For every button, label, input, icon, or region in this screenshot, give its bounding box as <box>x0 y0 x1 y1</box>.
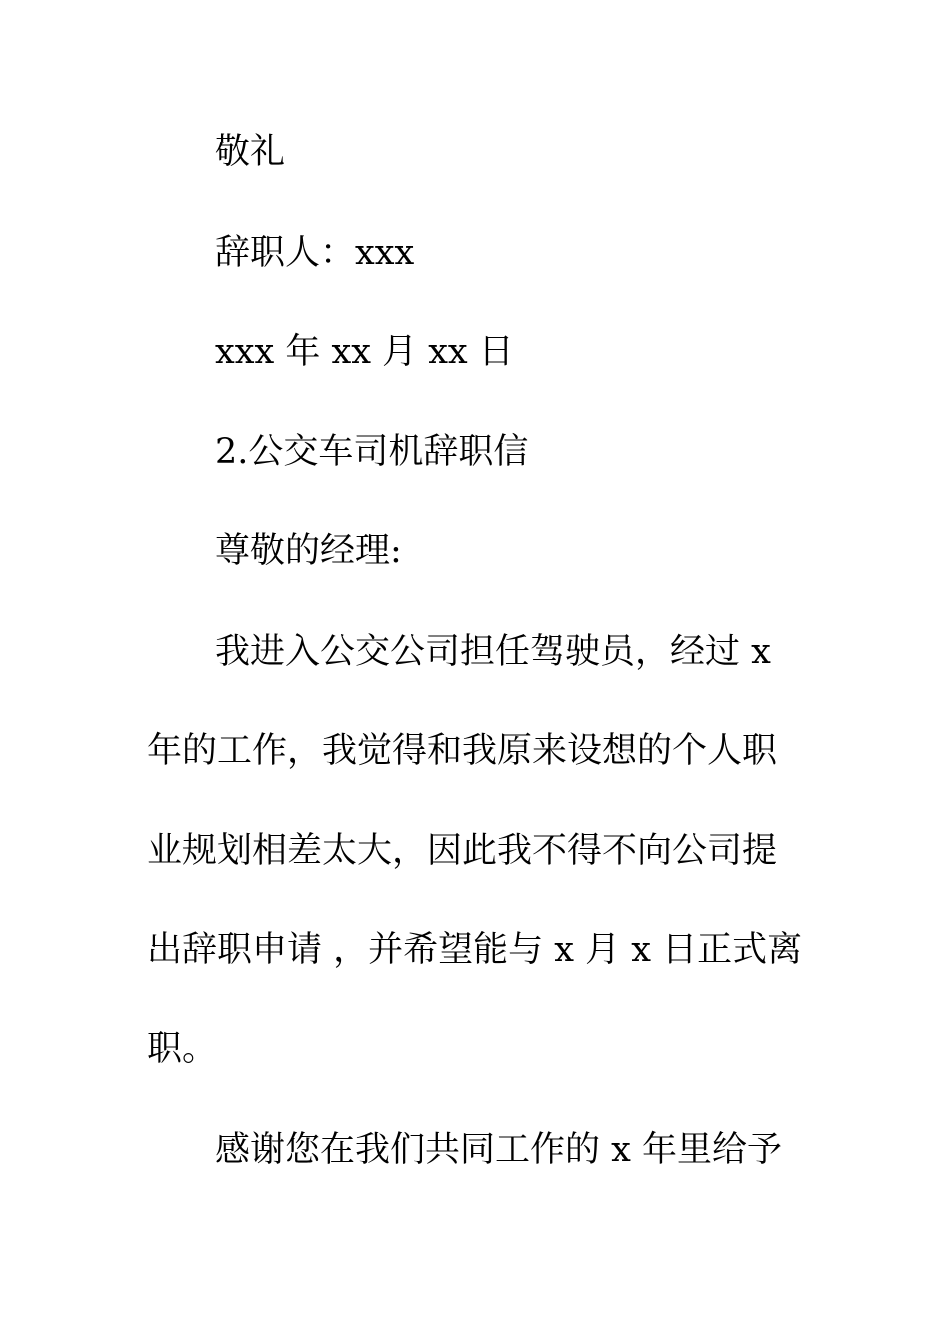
section-heading: 2.公交车司机辞职信 <box>215 432 529 472</box>
paragraph-line: 年的工作，我觉得和我原来设想的个人职 <box>147 731 778 771</box>
paragraph-line: 业规划相差太大，因此我不得不向公司提 <box>147 831 778 871</box>
greeting-line: 尊敬的经理: <box>215 531 402 571</box>
paragraph-line: 出辞职申请 ，并希望能与 x 月 x 日正式离 <box>147 930 803 970</box>
date-line: xxx 年 xx 月 xx 日 <box>215 332 514 372</box>
signer-line: 辞职人：xxx <box>215 233 415 273</box>
closing-salutation: 敬礼 <box>215 132 286 172</box>
paragraph-line: 职。 <box>147 1029 218 1069</box>
paragraph-line: 我进入公交公司担任驾驶员，经过 x <box>215 632 771 672</box>
paragraph-line: 感谢您在我们共同工作的 x 年里给予 <box>215 1130 782 1170</box>
